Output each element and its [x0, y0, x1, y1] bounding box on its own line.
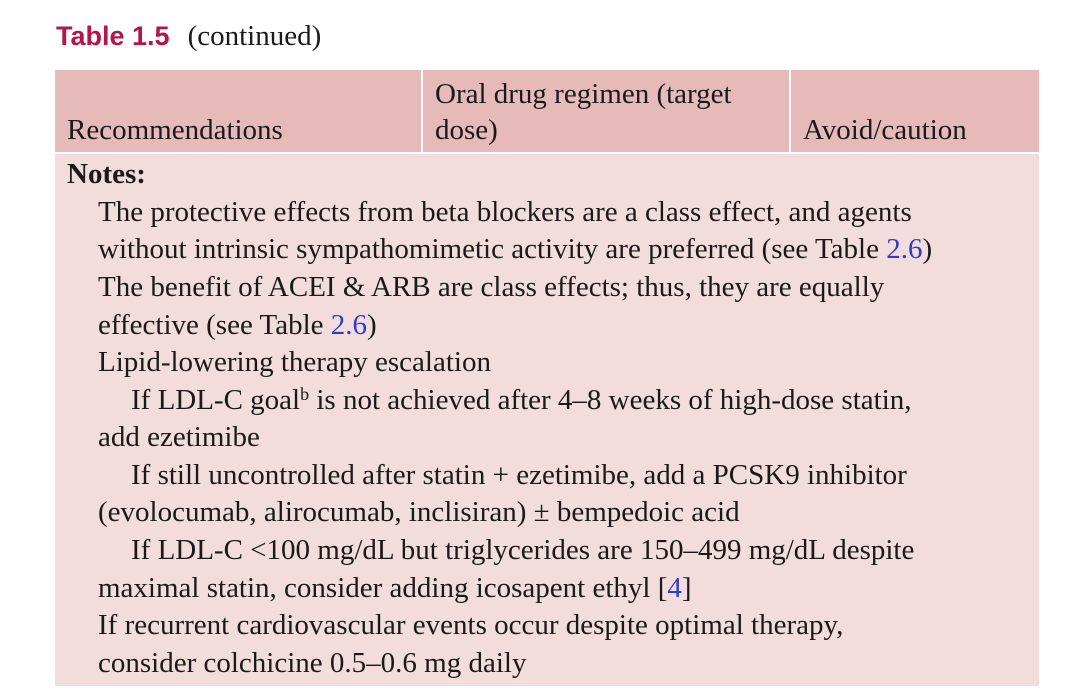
note-ldl-line-2: add ezetimibe [98, 421, 260, 453]
note-tg-line-1: If LDL-C <100 mg/dL but triglycerides are 150–499 mg/dL despite [131, 534, 915, 566]
table-header-row [55, 70, 1039, 152]
note-ldl-line-1: If LDL-C goal$^b$ is not achieved after 4–8 weeks of high-dose statin, [131, 384, 912, 416]
note-beta-line-2: without intrinsic sympathomimetic activity are preferred (see Table 2.6) [98, 233, 933, 265]
note-acei-line-2: effective (see Table 2.6) [98, 309, 377, 341]
table-caption [56, 18, 321, 54]
column-divider [421, 70, 423, 152]
note-tg-line-2: maximal statin, consider adding icosapent ethyl [4] [98, 572, 692, 604]
note-still-line-2: (evolocumab, alirocumab, inclisiran) ± bempedoic acid [98, 496, 740, 528]
citation-reference-link[interactable]: 4 [667, 572, 682, 604]
note-recurrent-line-2: consider colchicine 0.5–0.6 mg daily [98, 647, 527, 679]
note-recurrent-line-1: If recurrent cardiovascular events occur despite optimal therapy, [98, 609, 844, 641]
note-beta-line-1: The protective effects from beta blockers are a class effect, and agents [98, 196, 912, 228]
column-divider [789, 70, 791, 152]
header-recommendations: Recommendations [67, 114, 283, 146]
note-still-line-1: If still uncontrolled after statin + ezetimibe, add a PCSK9 inhibitor [131, 459, 907, 491]
header-oral-drug-regimen: Oral drug regimen (target dose) [435, 78, 732, 146]
note-lipid-heading: Lipid-lowering therapy escalation [98, 346, 491, 378]
table-label: Table 1.5 [56, 21, 170, 51]
table-reference-link[interactable]: 2.6 [886, 233, 923, 265]
notes-title: Notes: [67, 158, 146, 190]
note-acei-line-1: The benefit of ACEI & ARB are class effects; thus, they are equally [98, 271, 885, 303]
header-divider [55, 152, 1039, 154]
continued-note: (continued) [187, 20, 322, 52]
table-reference-link[interactable]: 2.6 [330, 309, 368, 341]
footnote-marker: b [300, 384, 310, 404]
drug-table [55, 70, 1039, 686]
header-avoid-caution: Avoid/caution [803, 114, 967, 146]
